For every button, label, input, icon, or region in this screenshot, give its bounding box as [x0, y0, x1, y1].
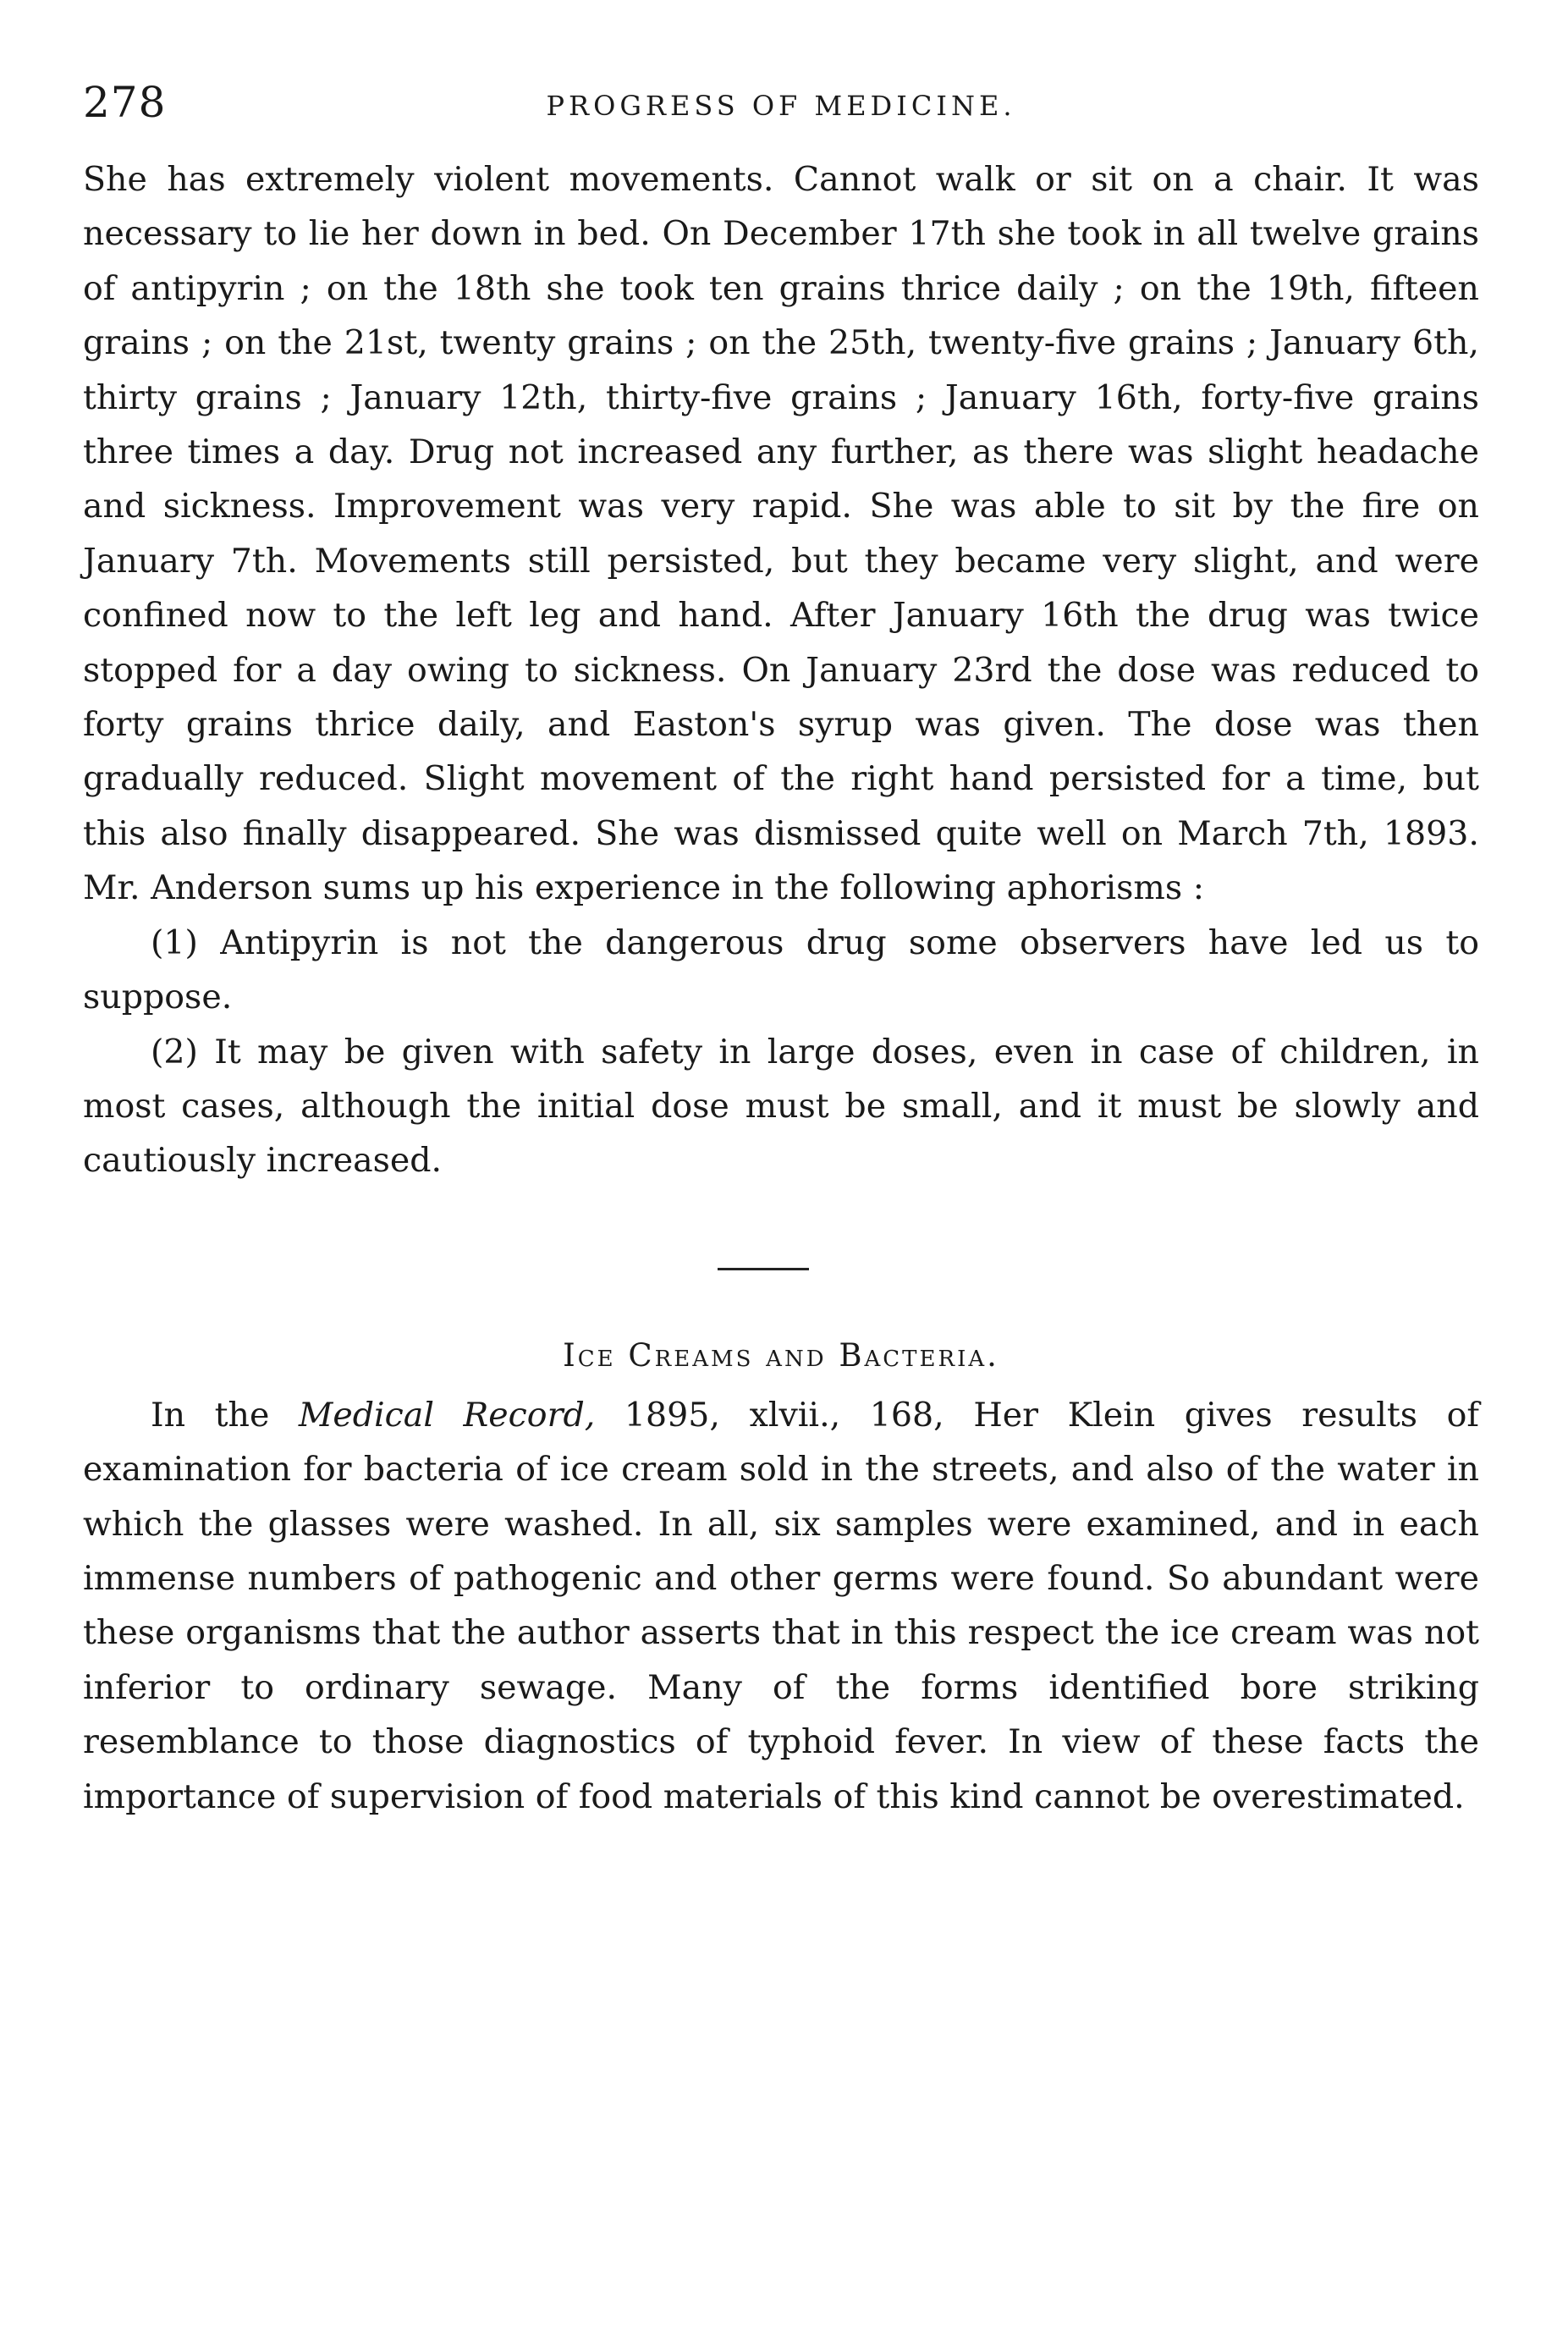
section-body: [83, 1388, 1479, 1824]
section-divider: [83, 1188, 1479, 1329]
section-heading: Ice Creams and Bacteria.: [563, 1336, 999, 1374]
journal-name: Medical Record,: [298, 1395, 596, 1435]
paragraph-start: In the: [151, 1395, 299, 1435]
divider-rule: [718, 1268, 809, 1270]
aphorism-2: (2) It may be given with safety in large doses, even in case of children, in most cases, although the initial dose must be small, and it must be slowly and cautiously increased.: [83, 1032, 1479, 1181]
page-number: 278: [83, 78, 167, 127]
book-page: [83, 59, 1479, 1824]
section-paragraph: [83, 1388, 1479, 1824]
paragraph-rest: 1895, xlvii., 168, Her Klein gives results of examination for bacteria of ice cream sold in the streets, and also of the water in which the glasses were washed. In all, six samples were examined, and in each immense numbers of pathogenic and other germs were found. So abundant were these organisms that the author asserts that in this respect the ice cream was not inferior to ordinary sewage. Many of the forms identified bore striking resemblance to those diagnostics of typhoid fever. In view of these facts the importance of supervision of food materials of this kind cannot be overestimated.: [83, 1395, 1480, 1816]
case-report: [83, 152, 1479, 1188]
aphorism-1: (1) Antipyrin is not the dangerous drug some observers have led us to suppose.: [83, 923, 1479, 1017]
case-report-paragraph: She has extremely violent movements. Cannot walk or sit on a chair. It was necessary to lie her down in bed. On December 17th she took in all twelve grains of antipyrin ; on the 18th she took ten grains thrice daily ; on the 19th, fifteen grains ; on the 21st, twenty grains ; on the 25th, twenty-five grains ; January 6th, thirty grains ; January 12th, thirty-five grains ; January 16th, forty-five grains three times a day. Drug not increased any further, as there was slight headache and sickness. Improvement was very rapid. She was able to sit by the fire on January 7th. Movements still persisted, but they became very slight, and were confined now to the left leg and hand. After January 16th the drug was twice stopped for a day owing to sickness. On January 23rd the dose was reduced to forty grains thrice daily, and Easton's syrup was given. The dose was then gradually reduced. Slight movement of the right hand persisted for a time, but this also finally disappeared. She was dismissed quite well on March 7th, 1893. Mr. Anderson sums up his experience in the following aphorisms :: [83, 160, 1479, 908]
running-title: PROGRESS OF MEDICINE.: [546, 90, 1016, 122]
running-head: [83, 59, 1479, 152]
